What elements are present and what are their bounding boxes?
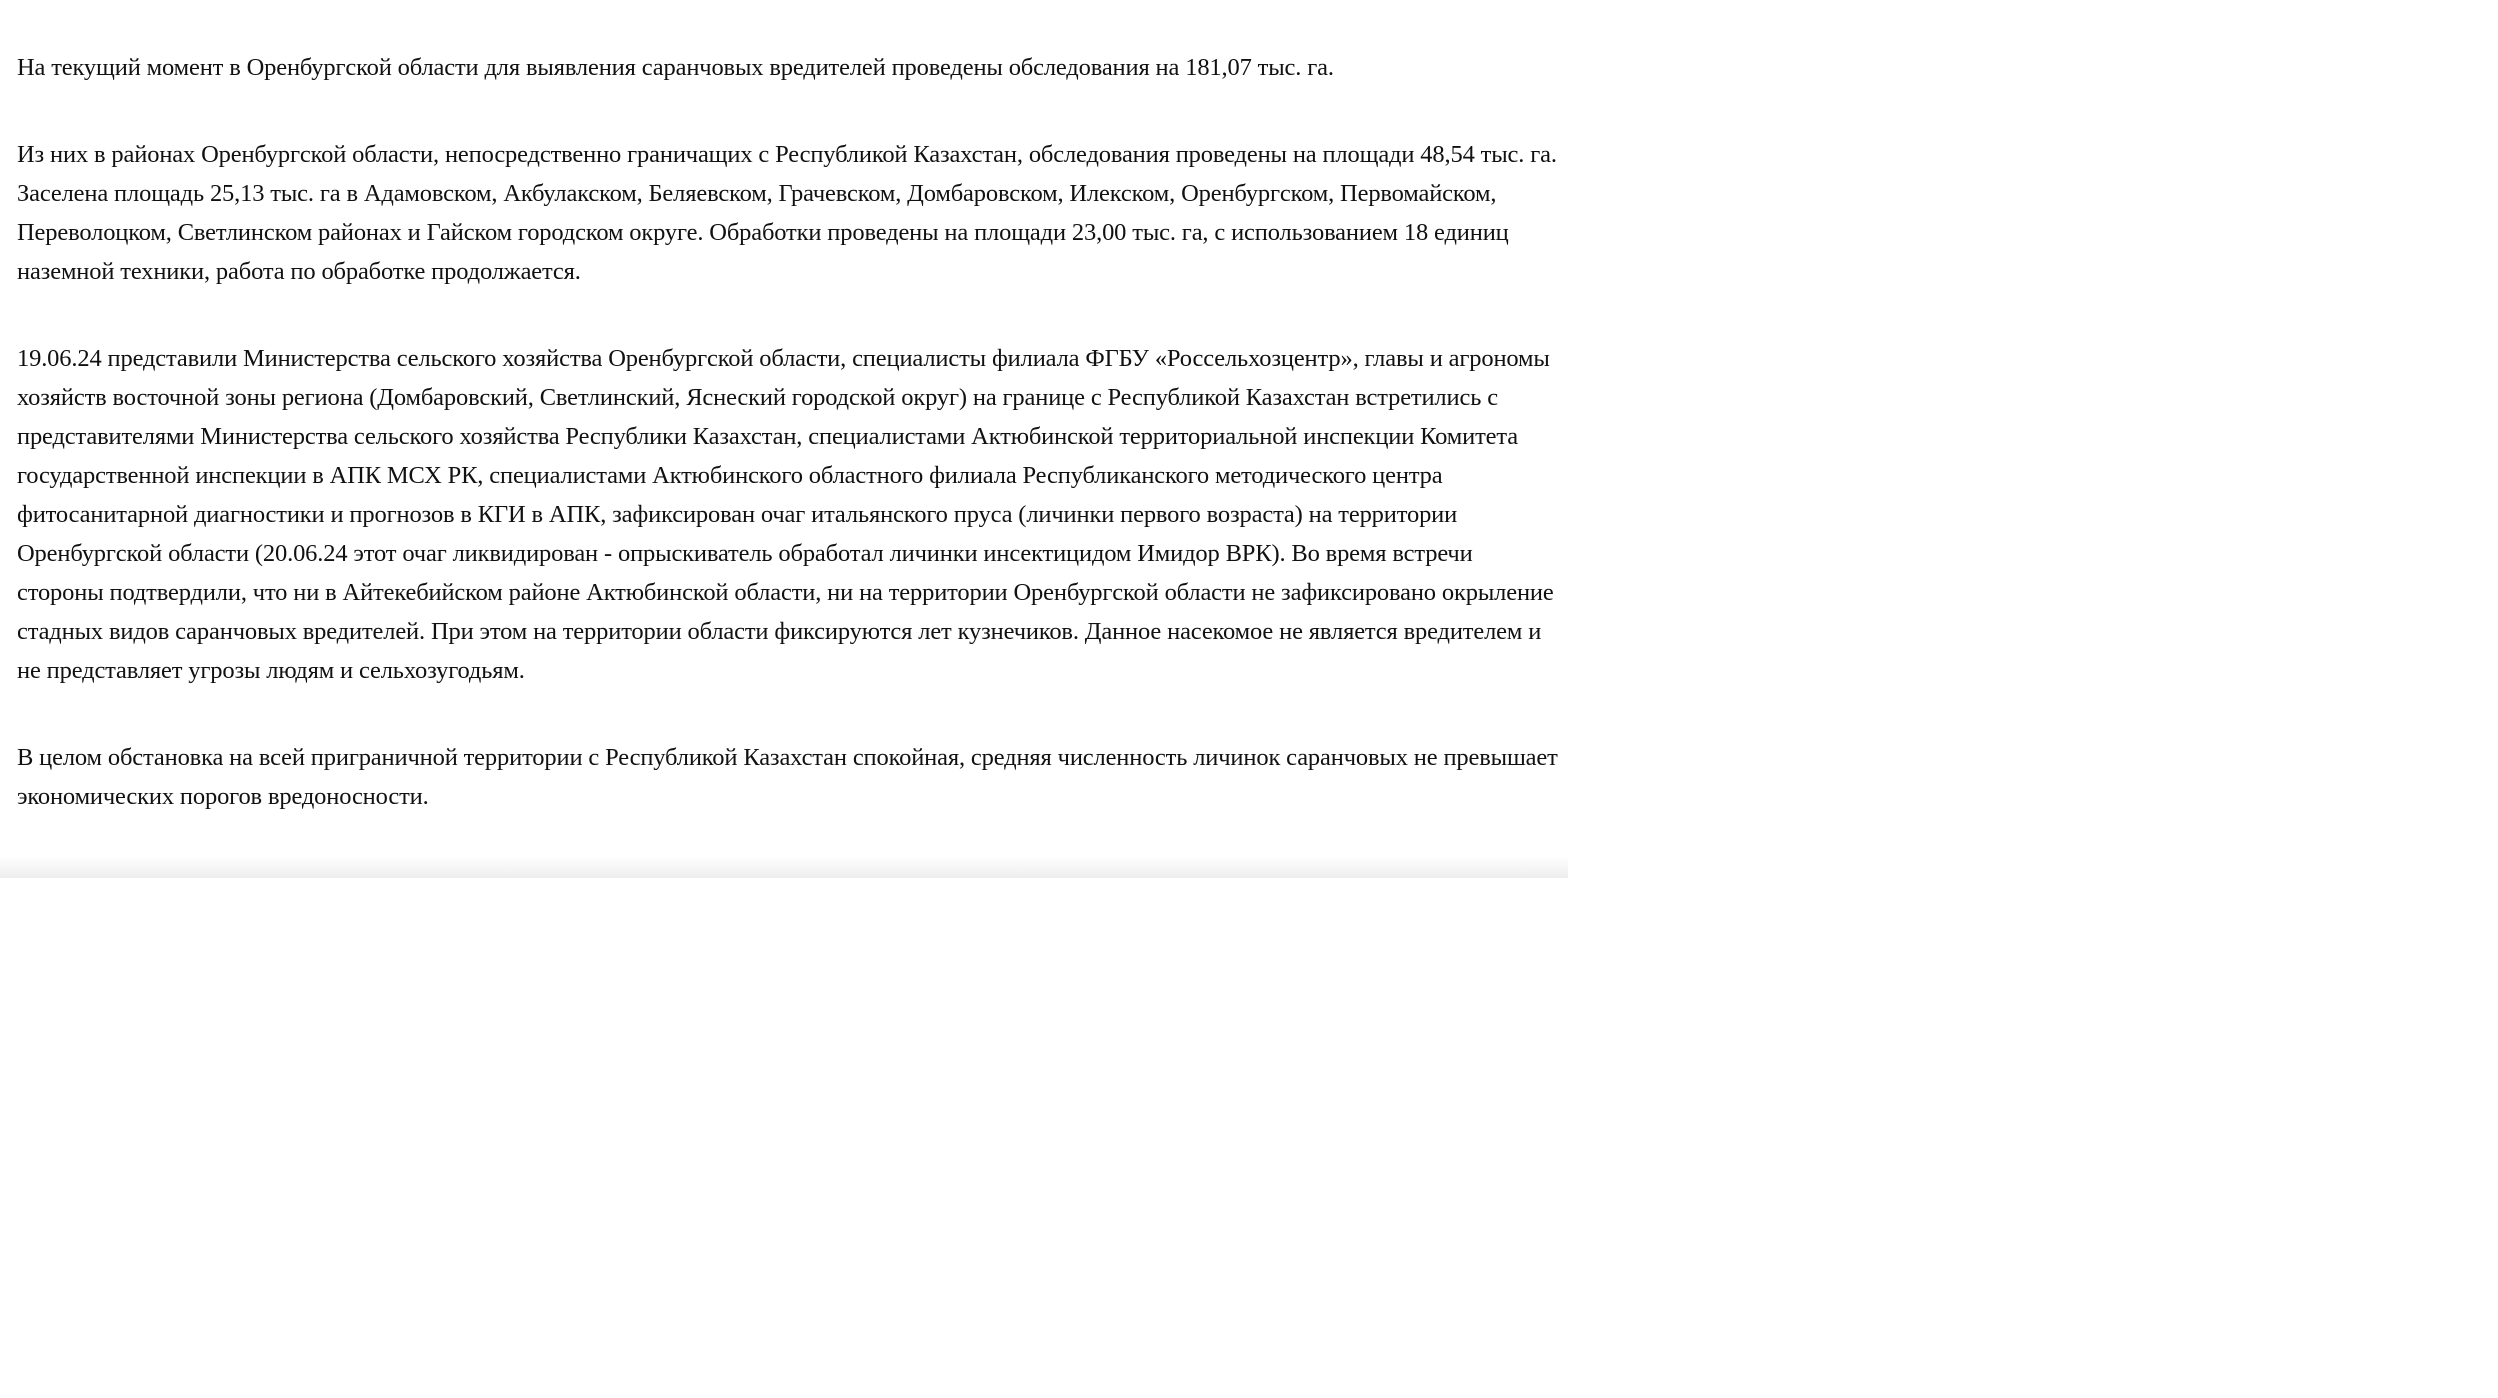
bottom-fade [0,856,1568,878]
paragraph-meeting: 19.06.24 представили Министерства сельского хозяйства Оренбургской области, специалисты филиала ФГБУ «Россельхозцентр», главы и агрономы хозяйств восточной зоны региона (Домбаровский, Светлинский, Яснеский городской округ) на границе с Республикой Казахстан встретились с представителями Министерства сельского хозяйства Республики Казахстан, специалистами Актюбинской территориальной инспекции Комитета государственной инспекции в АПК МСХ РК, специалистами Актюбинского областного филиала Республиканского методического центра фитосанитарной диагностики и прогнозов в КГИ в АПК, зафиксирован очаг итальянского пруса (личинки первого возраста) на территории Оренбургской области (20.06.24 этот очаг ликвидирован - опрыскиватель обработал личинки инсектицидом Имидор ВРК). Во время встречи стороны подтвердили, что ни в Айтекебийском районе Актюбинской области, ни на территории Оренбургской области не зафиксировано окрыление стадных видов саранчовых вредителей. При этом на территории области фиксируются лет кузнечиков. Данное насекомое не является вредителем и не представляет угрозы людям и сельхозугодьям. [17,345,1554,684]
paragraph-border-districts: Из них в районах Оренбургской области, непосредственно граничащих с Республикой Казахстан, обследования проведены на площади 48,54 тыс. га. Заселена площадь 25,13 тыс. га в Адамовском, Акбулакском, Беляевском, Грачевском, Домбаровском, Илекском, Оренбургском, Первомайском, Переволоцком, Светлинском районах и Гайском городском округе. Обработки проведены на площади 23,00 тыс. га, с использованием 18 единиц наземной техники, работа по обработке продолжается. [17,141,1557,285]
paragraph-survey-total: На текущий момент в Оренбургской области для выявления саранчовых вредителей проведены обследования на 181,07 тыс. га. [17,54,1334,81]
article-body [17,48,1563,816]
paragraph-conclusion: В целом обстановка на всей приграничной территории с Республикой Казахстан спокойная, средняя численность личинок саранчовых не превышает экономических порогов вредоносности. [17,744,1558,810]
